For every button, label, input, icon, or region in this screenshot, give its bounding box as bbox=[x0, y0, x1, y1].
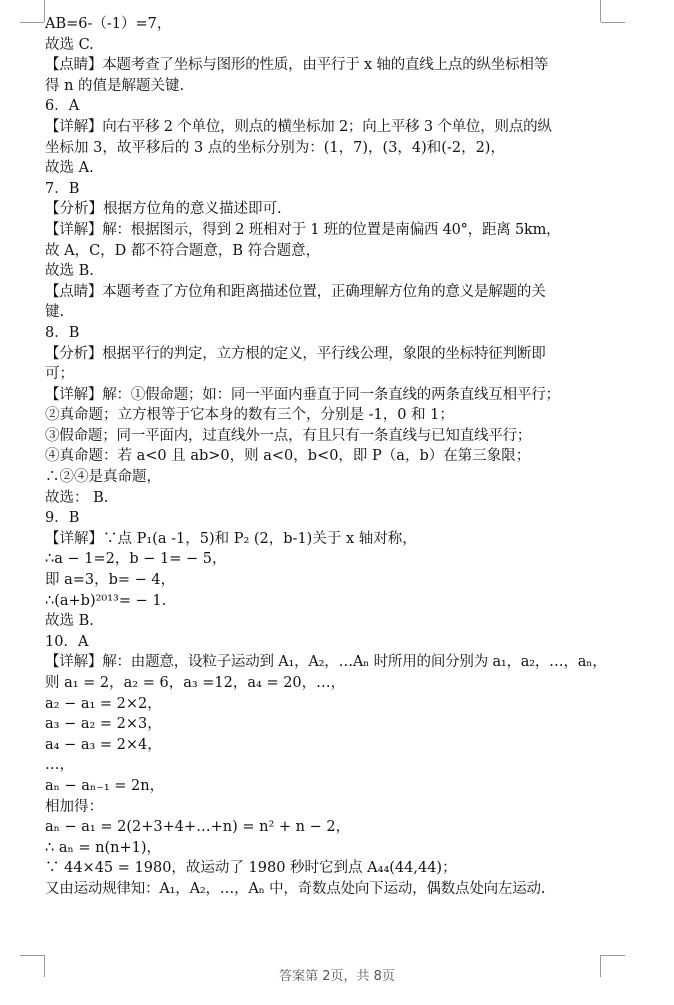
math-line: a₂ − a₁ = 2×2， bbox=[45, 695, 162, 712]
text-line: 【详解】解：①假命题；如：同一平面内垂直于同一条直线的两条直线互相平行； bbox=[45, 386, 560, 403]
text-line: 故选 C. bbox=[45, 36, 94, 53]
text-line: 故 A，C，D 都不符合题意，B 符合题意， bbox=[45, 242, 321, 259]
math-line: ∵ 44×45 = 1980，故运动了 1980 秒时它到点 A₄₄(44,44)； bbox=[45, 860, 457, 877]
text-line: 【点睛】本题考查了方位角和距离描述位置，正确理解方位角的意义是解题的关 bbox=[45, 283, 546, 300]
text-line: 键. bbox=[45, 304, 65, 321]
question-number: 8．B bbox=[45, 324, 80, 341]
text-line: 【详解】∵点 P₁(a -1，5)和 P₂ (2，b-1)关于 x 轴对称， bbox=[45, 530, 417, 547]
math-line: ∴ aₙ = n(n+1)， bbox=[45, 839, 161, 856]
text-line: 相加得： bbox=[45, 798, 103, 815]
text-line: ②真命题；立方根等于它本身的数有三个，分别是 -1，0 和 1； bbox=[45, 407, 454, 424]
text-line: AB=6-（-1）=7， bbox=[45, 16, 172, 32]
text-line: 【分析】根据平行的判定，立方根的定义，平行线公理，象限的坐标特征判断即 bbox=[45, 345, 546, 362]
page-footer: 答案第 2页，共 8页 bbox=[279, 969, 395, 984]
text-line: 【详解】解：根据图示，得到 2 班相对于 1 班的位置是南偏西 40°，距离 5km， bbox=[45, 221, 561, 238]
math-line: ∴a − 1=2，b − 1= − 5， bbox=[45, 551, 227, 568]
math-line: a₄ − a₃ = 2×4， bbox=[45, 736, 162, 753]
crop-mark-bottom-right-horizontal bbox=[601, 955, 625, 956]
crop-mark-top-left-horizontal bbox=[20, 22, 44, 23]
text-line: 【详解】解：由题意，设粒子运动到 A₁，A₂，…Aₙ 时所用的间分别为 a₁，a₂，…，aₙ， bbox=[45, 654, 607, 671]
text-line: 故选 B. bbox=[45, 613, 94, 630]
text-line: 坐标加 3，故平移后的 3 点的坐标分别为：(1，7)，(3，4)和(-2，2)， bbox=[45, 139, 505, 156]
question-number: 9．B bbox=[45, 510, 80, 527]
text-line: 故选： B. bbox=[45, 489, 109, 506]
text-line: 【分析】根据方位角的意义描述即可. bbox=[45, 201, 282, 218]
text-line: 故选 A. bbox=[45, 160, 94, 177]
math-line: …， bbox=[45, 757, 74, 774]
question-number: 6．A bbox=[45, 98, 80, 115]
math-line: a₃ − a₂ = 2×3， bbox=[45, 716, 162, 733]
text-line: ③假命题；同一平面内，过直线外一点，有且只有一条直线与已知直线平行； bbox=[45, 427, 532, 444]
text-line: 又由运动规律知：A₁，A₂，…，Aₙ 中，奇数点处向下运动，偶数点处向左运动. bbox=[45, 880, 546, 897]
text-line: 故选 B. bbox=[45, 263, 94, 280]
math-line: 则 a₁ = 2，a₂ = 6，a₃ =12，a₄ = 20，…， bbox=[45, 675, 346, 691]
text-line: 可； bbox=[45, 366, 74, 383]
question-number: 7．B bbox=[45, 180, 80, 197]
text-line: 【点睛】本题考查了坐标与图形的性质，由平行于 x 轴的直线上点的纵坐标相等 bbox=[45, 57, 548, 74]
answer-text-body bbox=[45, 14, 635, 900]
math-line: 即 a=3，b= − 4， bbox=[45, 572, 176, 589]
math-line: ∴(a+b)²⁰¹³= − 1. bbox=[45, 592, 167, 609]
text-line: 得 n 的值是解题关键. bbox=[45, 77, 185, 94]
question-number: 10．A bbox=[45, 633, 89, 650]
math-line: aₙ − aₙ₋₁ = 2n， bbox=[45, 777, 165, 794]
math-line: aₙ − a₁ = 2(2+3+4+…+n) = n² + n − 2， bbox=[45, 819, 351, 836]
text-line: ∴②④是真命题， bbox=[45, 469, 161, 486]
text-line: 【详解】向右平移 2 个单位，则点的横坐标加 2；向上平移 3 个单位，则点的纵 bbox=[45, 118, 552, 135]
crop-mark-bottom-left-horizontal bbox=[20, 955, 44, 956]
text-line: ④真命题：若 a<0 且 ab>0，则 a<0，b<0，即 P（a，b）在第三象限； bbox=[45, 448, 531, 465]
